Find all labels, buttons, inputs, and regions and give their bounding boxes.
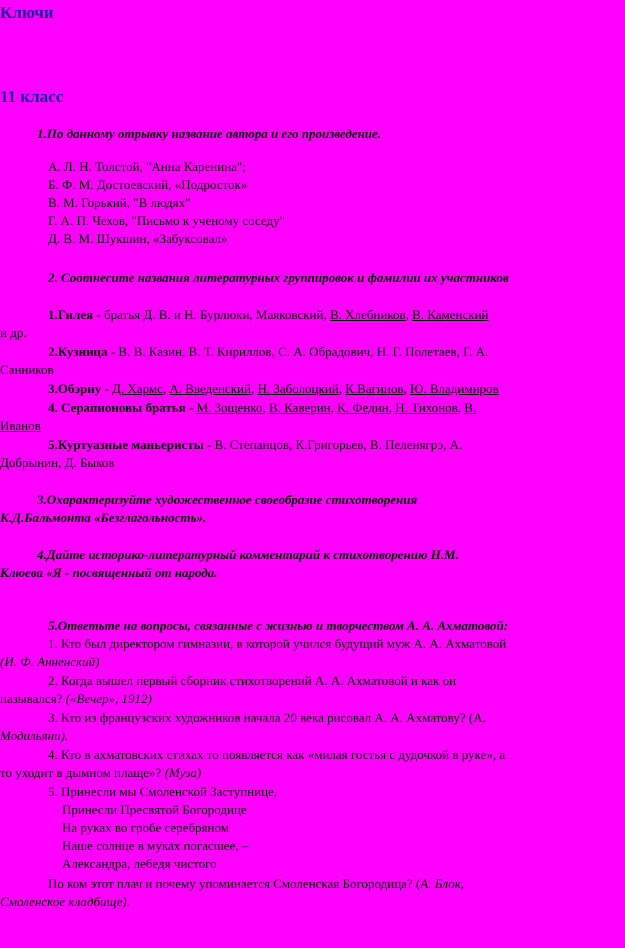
q1-answer-e: Д. В. М. Шукшин, «Забуксовал» bbox=[48, 231, 228, 246]
q2-group-5-cont: Добрынин, Д. Быков bbox=[0, 455, 115, 470]
group-name: 2.Кузница bbox=[48, 344, 108, 359]
members: - В. Степанцов, К.Григорьев, В. Пеленягрэ, А. bbox=[203, 437, 463, 452]
poem-line: Наше солнце в муках погасшее, – bbox=[62, 838, 249, 853]
question-3-line-2: К.Д.Бальмонта «Безглагольность». bbox=[0, 510, 207, 525]
poem-line: Александра, лебедя чистого bbox=[62, 856, 217, 871]
q2-group-4: 4. Серапионовы братья - М. Зощенко, В. Каверин, К. Федин, Н. Тихонов, В. bbox=[48, 400, 477, 415]
group-name: 5.Куртуазные маньеристы bbox=[48, 437, 204, 452]
poem-line: На руках во гробе серебряном bbox=[62, 820, 229, 835]
member-link: Д. Хармс bbox=[112, 381, 163, 396]
member-link: Н. Тихонов bbox=[395, 400, 458, 415]
member-link: В. bbox=[464, 400, 477, 415]
q2-group-4-cont bbox=[0, 418, 41, 434]
q5-item-1-answer: (И. Ф. Анненский) bbox=[0, 654, 100, 669]
q1-answer-c: В. М. Горький, "В людях" bbox=[48, 195, 191, 210]
q5-item-2-cont bbox=[0, 691, 152, 707]
group-name: 1.Гилея bbox=[48, 307, 94, 322]
question-3-line-1: 3.Охарактеризуйте художественное своеобразие стихотворения bbox=[37, 492, 418, 507]
text: По ком этот плач и почему упоминается Смоленская Богородица? ( bbox=[48, 876, 421, 891]
member-link: В. Каменский bbox=[412, 307, 489, 322]
q1-answer-d: Г. А. П. Чехов, "Письмо к ученому соседу" bbox=[48, 213, 285, 228]
member-link: К.Вагинов bbox=[345, 381, 404, 396]
question-2-heading: 2. Соотнесите названия литературных группировок и фамилии их участников bbox=[48, 270, 509, 285]
q2-group-5 bbox=[48, 437, 462, 453]
answer: А. Блок, bbox=[420, 876, 465, 891]
member-link: К. Федин bbox=[337, 400, 389, 415]
poem-line: Принесли Пресвятой Богородице bbox=[62, 802, 247, 817]
group-name: 4. Серапионовы братья bbox=[48, 400, 186, 415]
q1-answer-a: А. Л. Н. Толстой, "Анна Каренина"; bbox=[48, 159, 246, 174]
members: - В. В. Казин, В. Т. Кириллов, С. А. Обрадович, Н. Г. Полетаев, Г. А. bbox=[107, 344, 489, 359]
text: назывался? bbox=[0, 691, 66, 706]
q2-group-2 bbox=[48, 344, 488, 360]
separator: - bbox=[185, 400, 197, 415]
q5-final-answer: Смоленское кладбище). bbox=[0, 894, 130, 909]
question-4-line-1: 4.Дайте историко-литературный комментарий к стихотворению Н.М. bbox=[37, 547, 459, 562]
member-link: В. Хлебников bbox=[329, 307, 406, 322]
members: братья Д. В. и Н. Бурлюки, Маяковский, bbox=[103, 307, 330, 322]
grade-heading: 11 класс bbox=[0, 87, 64, 106]
group-name: 3.Обэриу bbox=[48, 381, 102, 396]
q5-item-3: 3. Кто из французских художников начала 20 века рисовал А. А. Ахматову? (А. bbox=[48, 710, 486, 725]
q2-group-2-cont: Санников bbox=[0, 362, 54, 377]
q5-item-2: 2. Когда вышел первый сборник стихотворений А. А. Ахматовой и как он bbox=[48, 673, 457, 688]
question-4-line-2: Клюева «Я - посвященный от народа. bbox=[0, 565, 218, 580]
page-title: Ключи bbox=[0, 3, 54, 22]
q2-group-1-cont: и др. bbox=[0, 325, 27, 340]
q5-item-5: 5. Принесли мы Смоленской Заступнице, bbox=[48, 784, 278, 799]
question-1-heading: 1.По данному отрывку название автора и его произведение. bbox=[37, 126, 382, 141]
q1-answer-b: Б. Ф. М. Достоевский, «Подросток» bbox=[48, 177, 248, 192]
member-link: В. Каверин bbox=[268, 400, 331, 415]
q5-item-4-cont bbox=[0, 765, 201, 781]
separator: - bbox=[101, 381, 113, 396]
answer: («Вечер», 1912) bbox=[65, 691, 152, 706]
member-link: Иванов bbox=[0, 418, 41, 433]
text: то уходит в дымном плаще»? bbox=[0, 765, 165, 780]
member-link: Ю. Владимиров bbox=[409, 381, 499, 396]
q2-group-1: 1.Гилея - братья Д. В. и Н. Бурлюки, Маяковский, В. Хлебников, В. Каменский bbox=[48, 307, 489, 322]
member-link: М. Зощенко bbox=[196, 400, 263, 415]
question-5-heading: 5.Ответьте на вопросы, связанные с жизнью и творчеством А. А. Ахматовой: bbox=[48, 618, 509, 633]
answer: (Муза) bbox=[164, 765, 202, 780]
q5-item-4: 4. Кто в ахматовских стихах то появляется как «милая гостья с дудочкой в руке», а bbox=[48, 747, 506, 762]
q5-final-question bbox=[48, 876, 464, 892]
q5-item-3-answer: Модильяни). bbox=[0, 728, 69, 743]
q5-item-1: 1. Кто был директором гимназии, в которой учился будущий муж А. А. Ахматовой bbox=[48, 636, 507, 651]
member-link: А. Введенский bbox=[169, 381, 251, 396]
separator: - bbox=[93, 307, 104, 322]
member-link: Н. Заболоцкий bbox=[257, 381, 339, 396]
q2-group-3: 3.Обэриу - Д. Хармс, А. Введенский, Н. Заболоцкий, К.Вагинов, Ю. Владимиров bbox=[48, 381, 499, 396]
